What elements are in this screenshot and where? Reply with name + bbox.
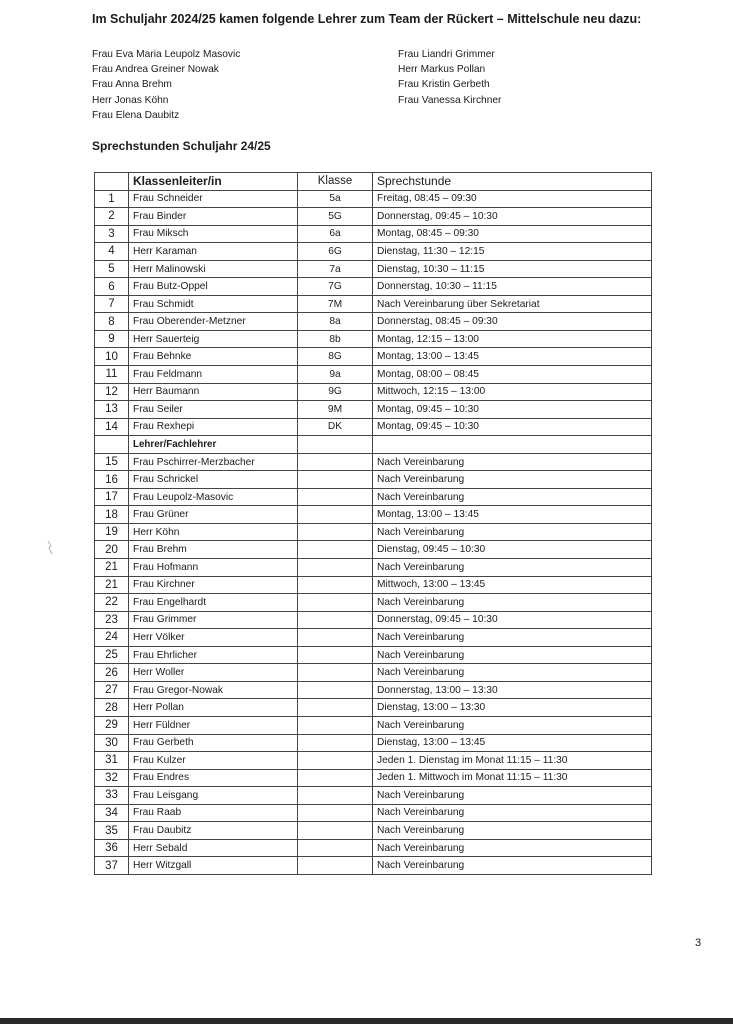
- teacher-name: Frau Grimmer: [129, 611, 298, 629]
- class-cell: [298, 787, 373, 805]
- class-cell: [298, 699, 373, 717]
- table-row: [95, 804, 652, 822]
- teacher-name: Frau Brehm: [129, 541, 298, 559]
- office-hours: Nach Vereinbarung: [373, 664, 652, 682]
- office-hours: Nach Vereinbarung über Sekretariat: [373, 295, 652, 313]
- teacher-name: Frau Schmidt: [129, 295, 298, 313]
- office-hours: Nach Vereinbarung: [373, 857, 652, 875]
- table-row: [95, 243, 652, 261]
- teacher-name: Frau Butz-Oppel: [129, 278, 298, 296]
- class-cell: [298, 629, 373, 647]
- office-hours: Nach Vereinbarung: [373, 646, 652, 664]
- table-row: [95, 471, 652, 489]
- teacher-name: Frau Engelhardt: [129, 594, 298, 612]
- row-number: 6: [95, 278, 129, 296]
- table-row: [95, 646, 652, 664]
- office-hours: Montag, 09:45 – 10:30: [373, 401, 652, 419]
- class-cell: [298, 822, 373, 840]
- teacher-name: Frau Grüner: [129, 506, 298, 524]
- row-number: 16: [95, 471, 129, 489]
- row-number: 9: [95, 330, 129, 348]
- office-hours: Montag, 08:45 – 09:30: [373, 225, 652, 243]
- row-number: 35: [95, 822, 129, 840]
- class-cell: 9G: [298, 383, 373, 401]
- new-teacher-name: Frau Vanessa Kirchner: [398, 94, 502, 106]
- teacher-name: Frau Schneider: [129, 190, 298, 208]
- class-cell: [298, 506, 373, 524]
- office-hours: Montag, 09:45 – 10:30: [373, 418, 652, 436]
- class-cell: [298, 611, 373, 629]
- table-row: [95, 453, 652, 471]
- class-cell: [298, 488, 373, 506]
- class-cell: [298, 769, 373, 787]
- row-number: 1: [95, 190, 129, 208]
- new-teacher-name: Frau Elena Daubitz: [92, 109, 180, 121]
- teacher-name: Herr Witzgall: [129, 857, 298, 875]
- row-number: 15: [95, 453, 129, 471]
- office-hours: Dienstag, 11:30 – 12:15: [373, 243, 652, 261]
- class-cell: [298, 734, 373, 752]
- teacher-name: Frau Leisgang: [129, 787, 298, 805]
- table-row: [95, 278, 652, 296]
- row-number: 13: [95, 401, 129, 419]
- office-hours: Nach Vereinbarung: [373, 488, 652, 506]
- class-cell: 7G: [298, 278, 373, 296]
- office-hours: Donnerstag, 13:00 – 13:30: [373, 681, 652, 699]
- row-number: 7: [95, 295, 129, 313]
- row-number: 25: [95, 646, 129, 664]
- teacher-name: Frau Oberender-Metzner: [129, 313, 298, 331]
- teacher-name: Frau Behnke: [129, 348, 298, 366]
- table-row: [95, 839, 652, 857]
- class-cell: 8G: [298, 348, 373, 366]
- table-row: [95, 629, 652, 647]
- teacher-name: Frau Leupolz-Masovic: [129, 488, 298, 506]
- office-hours: Nach Vereinbarung: [373, 453, 652, 471]
- row-number: 23: [95, 611, 129, 629]
- class-cell: 9M: [298, 401, 373, 419]
- row-number: 29: [95, 716, 129, 734]
- office-hours: Mittwoch, 13:00 – 13:45: [373, 576, 652, 594]
- teacher-name: Herr Malinowski: [129, 260, 298, 278]
- table-row: [95, 541, 652, 559]
- row-number: 4: [95, 243, 129, 261]
- row-number: 24: [95, 629, 129, 647]
- header-sprechstunde: Sprechstunde: [373, 173, 652, 191]
- class-cell: [298, 576, 373, 594]
- teacher-name: Frau Binder: [129, 208, 298, 226]
- class-cell: [298, 471, 373, 489]
- class-cell: 9a: [298, 366, 373, 384]
- class-cell: 6G: [298, 243, 373, 261]
- table-row: [95, 295, 652, 313]
- row-number: 14: [95, 418, 129, 436]
- class-cell: 8b: [298, 330, 373, 348]
- new-teachers-list-right: [398, 47, 501, 108]
- office-hours: Dienstag, 09:45 – 10:30: [373, 541, 652, 559]
- table-row: [95, 506, 652, 524]
- table-row: [95, 576, 652, 594]
- page-heading: Im Schuljahr 2024/25 kamen folgende Lehrer zum Team der Rückert – Mittelschule neu dazu:: [92, 12, 642, 26]
- class-cell: 5G: [298, 208, 373, 226]
- row-number: 20: [95, 541, 129, 559]
- row-number: 19: [95, 523, 129, 541]
- class-cell: 6a: [298, 225, 373, 243]
- table-row: [95, 401, 652, 419]
- teacher-name: Frau Seiler: [129, 401, 298, 419]
- teacher-name: Frau Feldmann: [129, 366, 298, 384]
- row-number: 18: [95, 506, 129, 524]
- table-row: [95, 330, 652, 348]
- table-row: [95, 594, 652, 612]
- teacher-name: Herr Karaman: [129, 243, 298, 261]
- section-empty-cell: [298, 436, 373, 454]
- row-number: 34: [95, 804, 129, 822]
- teacher-name: Herr Sauerteig: [129, 330, 298, 348]
- row-number: 22: [95, 594, 129, 612]
- office-hours: Montag, 13:00 – 13:45: [373, 348, 652, 366]
- row-number: 10: [95, 348, 129, 366]
- row-number: 30: [95, 734, 129, 752]
- office-hours: Nach Vereinbarung: [373, 839, 652, 857]
- teacher-name: Herr Pollan: [129, 699, 298, 717]
- teacher-name: Frau Rexhepi: [129, 418, 298, 436]
- table-row: [95, 383, 652, 401]
- teacher-name: Herr Woller: [129, 664, 298, 682]
- office-hours: Mittwoch, 12:15 – 13:00: [373, 383, 652, 401]
- teacher-name: Frau Schrickel: [129, 471, 298, 489]
- office-hours: Donnerstag, 09:45 – 10:30: [373, 208, 652, 226]
- class-cell: [298, 681, 373, 699]
- row-number: 3: [95, 225, 129, 243]
- table-row: [95, 559, 652, 577]
- table-row: [95, 734, 652, 752]
- teacher-name: Frau Hofmann: [129, 559, 298, 577]
- section-empty-cell: [373, 436, 652, 454]
- new-teacher-name: Frau Anna Brehm: [92, 79, 172, 91]
- table-row: [95, 822, 652, 840]
- teacher-name: Frau Kulzer: [129, 752, 298, 770]
- new-teacher-name: Herr Markus Pollan: [398, 64, 486, 76]
- table-row: [95, 348, 652, 366]
- teacher-name: Frau Pschirrer-Merzbacher: [129, 453, 298, 471]
- teacher-name: Herr Völker: [129, 629, 298, 647]
- office-hours: Montag, 12:15 – 13:00: [373, 330, 652, 348]
- table-row: [95, 418, 652, 436]
- office-hours: Nach Vereinbarung: [373, 804, 652, 822]
- section-row: [95, 436, 652, 454]
- teacher-name: Frau Endres: [129, 769, 298, 787]
- class-cell: [298, 857, 373, 875]
- table-row: [95, 611, 652, 629]
- office-hours: Nach Vereinbarung: [373, 629, 652, 647]
- office-hours: Jeden 1. Dienstag im Monat 11:15 – 11:30: [373, 752, 652, 770]
- class-cell: [298, 752, 373, 770]
- class-cell: [298, 453, 373, 471]
- office-hours: Dienstag, 13:00 – 13:30: [373, 699, 652, 717]
- table-row: [95, 366, 652, 384]
- teacher-name: Frau Kirchner: [129, 576, 298, 594]
- row-number: 33: [95, 787, 129, 805]
- teacher-name: Herr Sebald: [129, 839, 298, 857]
- class-cell: DK: [298, 418, 373, 436]
- table-row: [95, 716, 652, 734]
- office-hours: Nach Vereinbarung: [373, 787, 652, 805]
- class-cell: 7a: [298, 260, 373, 278]
- class-cell: [298, 664, 373, 682]
- table-header-row: [95, 173, 652, 191]
- section-title: Sprechstunden Schuljahr 24/25: [92, 139, 271, 153]
- office-hours: Nach Vereinbarung: [373, 471, 652, 489]
- class-cell: [298, 541, 373, 559]
- header-number: [95, 173, 129, 191]
- row-number: 37: [95, 857, 129, 875]
- office-hours: Dienstag, 13:00 – 13:45: [373, 734, 652, 752]
- row-number: 26: [95, 664, 129, 682]
- section-label: Lehrer/Fachlehrer: [129, 436, 298, 454]
- office-hours: Nach Vereinbarung: [373, 523, 652, 541]
- table-row: [95, 752, 652, 770]
- row-number: 5: [95, 260, 129, 278]
- new-teacher-name: Herr Jonas Köhn: [92, 94, 169, 106]
- table-row: [95, 313, 652, 331]
- office-hours: Freitag, 08:45 – 09:30: [373, 190, 652, 208]
- class-cell: [298, 559, 373, 577]
- class-cell: [298, 804, 373, 822]
- office-hours: Donnerstag, 09:45 – 10:30: [373, 611, 652, 629]
- table-row: [95, 857, 652, 875]
- teacher-name: Frau Gregor-Nowak: [129, 681, 298, 699]
- office-hours: Nach Vereinbarung: [373, 594, 652, 612]
- office-hours: Donnerstag, 10:30 – 11:15: [373, 278, 652, 296]
- table-body: [95, 190, 652, 874]
- table-row: [95, 769, 652, 787]
- class-cell: [298, 716, 373, 734]
- table-row: [95, 488, 652, 506]
- scan-smudge: [46, 540, 54, 556]
- row-number: 11: [95, 366, 129, 384]
- table-row: [95, 681, 652, 699]
- row-number: 2: [95, 208, 129, 226]
- page-number: 3: [695, 937, 702, 949]
- teacher-name: Frau Ehrlicher: [129, 646, 298, 664]
- header-klassenleiter: Klassenleiter/in: [129, 173, 298, 191]
- office-hours: Nach Vereinbarung: [373, 559, 652, 577]
- table-row: [95, 208, 652, 226]
- office-hours: Nach Vereinbarung: [373, 716, 652, 734]
- new-teacher-name: Frau Liandri Grimmer: [398, 49, 495, 60]
- office-hours: Dienstag, 10:30 – 11:15: [373, 260, 652, 278]
- office-hours: Montag, 08:00 – 08:45: [373, 366, 652, 384]
- header-klasse: Klasse: [298, 173, 373, 191]
- class-cell: 8a: [298, 313, 373, 331]
- office-hours: Jeden 1. Mittwoch im Monat 11:15 – 11:30: [373, 769, 652, 787]
- teacher-name: Herr Baumann: [129, 383, 298, 401]
- teacher-name: Frau Raab: [129, 804, 298, 822]
- row-number: 17: [95, 488, 129, 506]
- teacher-name: Herr Füldner: [129, 716, 298, 734]
- office-hours: Nach Vereinbarung: [373, 822, 652, 840]
- class-cell: [298, 594, 373, 612]
- row-number: 31: [95, 752, 129, 770]
- teacher-name: Herr Köhn: [129, 523, 298, 541]
- new-teacher-name: Frau Kristin Gerbeth: [398, 79, 490, 91]
- row-number: 8: [95, 313, 129, 331]
- new-teacher-name: Frau Andrea Greiner Nowak: [92, 64, 219, 76]
- new-teacher-name: Frau Eva Maria Leupolz Masovic: [92, 49, 241, 60]
- section-empty-cell: [95, 436, 129, 454]
- class-cell: [298, 523, 373, 541]
- row-number: 27: [95, 681, 129, 699]
- class-cell: [298, 646, 373, 664]
- row-number: 21: [95, 576, 129, 594]
- teacher-name: Frau Daubitz: [129, 822, 298, 840]
- table-row: [95, 260, 652, 278]
- table-row: [95, 523, 652, 541]
- scan-edge: [0, 1018, 733, 1024]
- teacher-name: Frau Miksch: [129, 225, 298, 243]
- row-number: 36: [95, 839, 129, 857]
- office-hours: Donnerstag, 08:45 – 09:30: [373, 313, 652, 331]
- table-row: [95, 787, 652, 805]
- table-row: [95, 190, 652, 208]
- teacher-name: Frau Gerbeth: [129, 734, 298, 752]
- table-row: [95, 699, 652, 717]
- row-number: 28: [95, 699, 129, 717]
- table-row: [95, 225, 652, 243]
- row-number: 12: [95, 383, 129, 401]
- class-cell: 7M: [298, 295, 373, 313]
- table-row: [95, 664, 652, 682]
- office-hours-table: [94, 172, 652, 875]
- class-cell: [298, 839, 373, 857]
- office-hours: Montag, 13:00 – 13:45: [373, 506, 652, 524]
- new-teachers-list-left: [92, 47, 240, 123]
- row-number: 21: [95, 559, 129, 577]
- row-number: 32: [95, 769, 129, 787]
- class-cell: 5a: [298, 190, 373, 208]
